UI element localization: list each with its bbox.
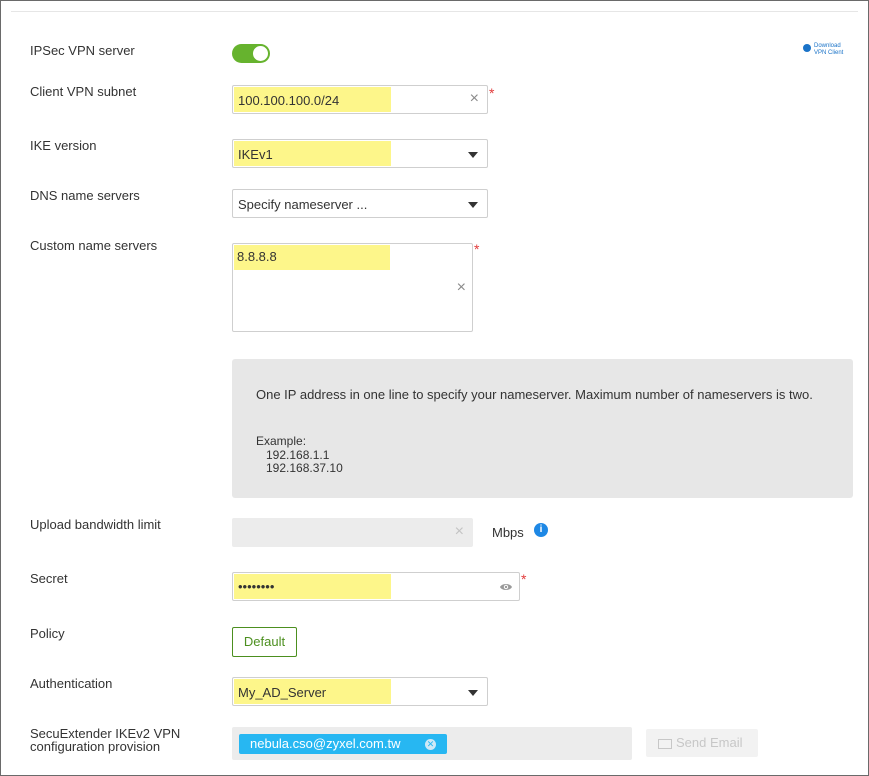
bandwidth-unit: Mbps [492, 525, 524, 540]
nameserver-help-box [232, 359, 853, 498]
policy-label: Policy [30, 626, 65, 641]
secret-label: Secret [30, 571, 68, 586]
authentication-label: Authentication [30, 676, 113, 691]
secret-value: •••••••• [238, 579, 275, 594]
email-chip-text: nebula.cso@zyxel.com.tw [250, 736, 401, 751]
ike-version-value: IKEv1 [238, 147, 273, 162]
upload-bandwidth-input[interactable] [232, 518, 473, 547]
dns-name-servers-select[interactable] [232, 189, 488, 218]
secuextender-label-line2: configuration provision [30, 739, 161, 754]
email-recipients-input[interactable] [232, 727, 632, 760]
client-vpn-subnet-label: Client VPN subnet [30, 84, 137, 99]
send-email-label: Send Email [676, 735, 743, 750]
info-icon[interactable]: i [534, 523, 548, 537]
custom-name-servers-value: 8.8.8.8 [237, 249, 277, 264]
secuextender-label-line1: SecuExtender IKEv2 VPN [30, 726, 181, 741]
chevron-down-icon [468, 202, 478, 208]
authentication-value: My_AD_Server [238, 685, 327, 700]
download-link-line1: Download [814, 43, 841, 49]
download-vpn-client-link[interactable] [803, 43, 843, 57]
ike-version-select[interactable] [232, 139, 488, 168]
dns-name-servers-label: DNS name servers [30, 188, 140, 203]
help-text: One IP address in one line to specify your nameserver. Maximum number of nameservers is two. [256, 387, 813, 402]
toggle-knob [253, 46, 268, 61]
policy-default-button[interactable]: Default [232, 627, 297, 657]
dns-name-servers-value: Specify nameserver ... [238, 197, 368, 212]
required-marker: * [489, 85, 495, 101]
custom-name-servers-label: Custom name servers [30, 238, 158, 253]
remove-chip-icon[interactable]: ✕ [426, 739, 435, 749]
clear-icon: × [454, 523, 464, 540]
ipsec-vpn-server-toggle[interactable] [232, 44, 270, 63]
custom-name-servers-textarea[interactable] [232, 243, 473, 332]
ipsec-vpn-server-label: IPSec VPN server [30, 43, 135, 58]
clear-icon[interactable]: × [469, 90, 479, 107]
required-marker: * [521, 571, 527, 587]
divider [11, 11, 858, 12]
client-vpn-subnet-value: 100.100.100.0/24 [238, 93, 340, 108]
eye-icon[interactable] [499, 581, 513, 593]
client-vpn-subnet-input[interactable] [232, 85, 488, 114]
secret-password-input[interactable] [232, 572, 520, 601]
clear-icon[interactable]: × [456, 279, 466, 296]
download-link-line2: VPN Client [814, 50, 844, 56]
example-label: Example: [256, 434, 307, 448]
example-ip-1: 192.168.1.1 [266, 448, 330, 462]
download-icon [803, 44, 811, 52]
chevron-down-icon [468, 690, 478, 696]
authentication-select[interactable] [232, 677, 488, 706]
chevron-down-icon [468, 152, 478, 158]
email-chip [239, 734, 447, 754]
mail-icon [658, 739, 672, 749]
required-marker: * [474, 241, 480, 257]
send-email-button[interactable] [646, 729, 758, 757]
example-ip-2: 192.168.37.10 [266, 461, 343, 475]
upload-bandwidth-label: Upload bandwidth limit [30, 517, 161, 532]
ike-version-label: IKE version [30, 138, 97, 153]
